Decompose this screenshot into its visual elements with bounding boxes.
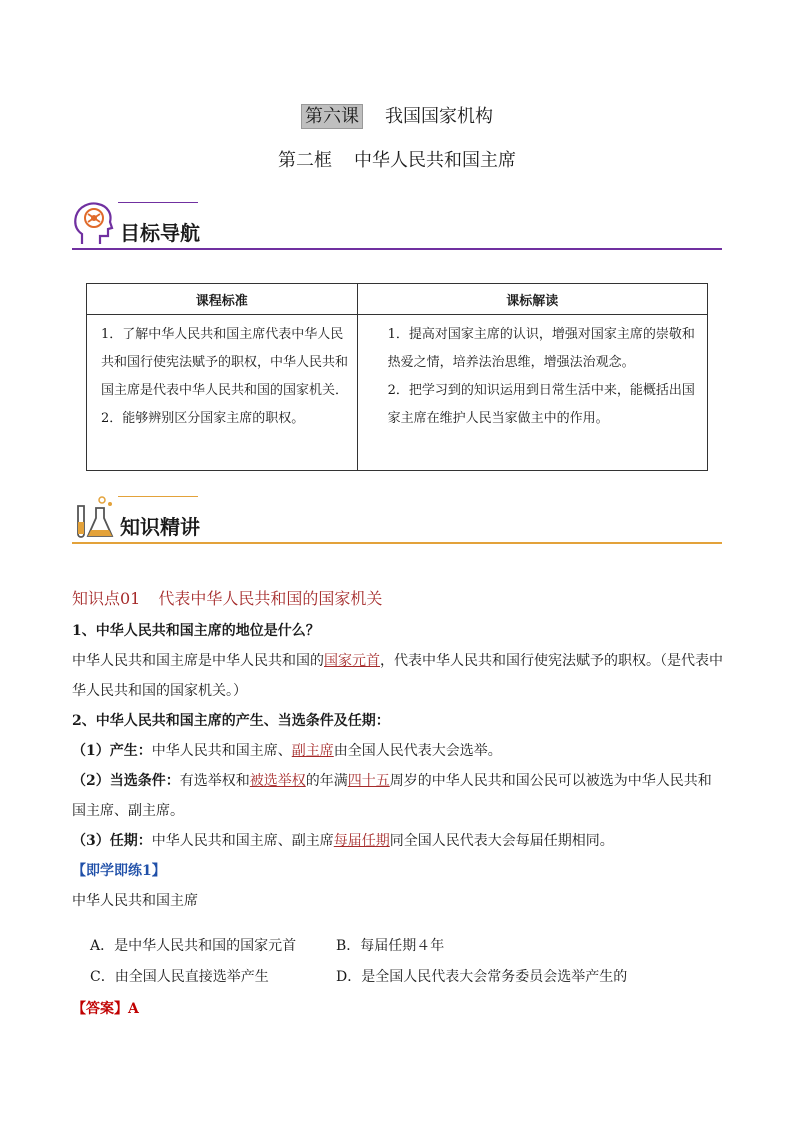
option-c: C．由全国人民直接选举产生 xyxy=(90,969,269,985)
point-text: 由全国人民代表大会选举。 xyxy=(333,743,502,759)
key-term: 每届任期 xyxy=(333,833,390,849)
options-row-1 xyxy=(90,935,710,955)
option-a: A．是中华人民共和国的国家元首 xyxy=(90,938,297,954)
exercise-label: 【即学即练1】 xyxy=(72,863,166,879)
table-header-interpretation: 课标解读 xyxy=(357,284,707,315)
point-production xyxy=(72,736,724,766)
knowledge-body xyxy=(72,616,724,916)
lesson-title xyxy=(0,102,794,128)
point-term xyxy=(72,826,724,856)
frame-title xyxy=(0,146,794,172)
lesson-name: 我国国家机构 xyxy=(385,106,493,127)
point-text: 的年满 xyxy=(305,773,348,789)
answer-text: ，代表中华人民共和国行使宪法赋予的职权。（是代表中华人民共和国的国家机关。） xyxy=(72,653,723,699)
curriculum-table xyxy=(86,283,708,471)
section-accent-line xyxy=(118,496,198,497)
point-label: （2）当选条件： xyxy=(72,773,180,789)
key-term: 国家元首 xyxy=(324,653,380,669)
answer-text: 中华人民共和国主席是中华人民共和国的 xyxy=(72,653,324,669)
frame-number: 第二框 xyxy=(278,150,332,171)
lesson-number: 第六课 xyxy=(301,104,363,129)
interpretation-cell xyxy=(357,315,707,471)
question-1: 1、中华人民共和国主席的地位是什么？ xyxy=(72,623,320,639)
option-b: B．每届任期４年 xyxy=(336,938,445,954)
point-text: 中华人民共和国主席、 xyxy=(151,743,292,759)
knowledge-point-name: 代表中华人民共和国的国家机关 xyxy=(158,589,383,608)
point-text: 周岁的中华人民共和国公民可以被选为中华人民共和国主席、副主席。 xyxy=(72,773,712,819)
head-brain-icon xyxy=(72,200,116,248)
options-row-2 xyxy=(90,966,710,986)
section-accent-line xyxy=(118,202,198,203)
knowledge-point-title xyxy=(72,586,382,609)
point-conditions xyxy=(72,766,724,826)
section-header-goals xyxy=(72,200,722,250)
standard-item: 1．了解中华人民共和国主席代表中华人民共和国行使宪法赋予的职权，中华人民共和国主席是代表中华人民共和国的国家机关． xyxy=(101,327,349,398)
section-label: 知识精讲 xyxy=(120,515,200,539)
answer-value: A xyxy=(128,1001,139,1017)
point-text: 中华人民共和国主席、副主席 xyxy=(151,833,334,849)
standard-item: 2．能够辨别区分国家主席的职权。 xyxy=(101,411,305,426)
flask-icon xyxy=(72,494,116,542)
frame-name: 中华人民共和国主席 xyxy=(354,150,516,171)
standard-cell xyxy=(87,315,358,471)
key-term: 被选举权 xyxy=(249,773,306,789)
section-header-knowledge xyxy=(72,494,722,544)
section-rule xyxy=(72,248,722,250)
section-label: 目标导航 xyxy=(120,221,200,245)
point-text: 有选举权和 xyxy=(179,773,250,789)
interpretation-item: 1．提高对国家主席的认识，增强对国家主席的崇敬和热爱之情，培养法治思维，增强法治观念。 xyxy=(387,327,695,370)
point-label: （3）任期： xyxy=(72,833,152,849)
table-header-standard: 课程标准 xyxy=(87,284,358,315)
interpretation-item: 2．把学习到的知识运用到日常生活中来，能概括出国家主席在维护人民当家做主中的作用。 xyxy=(387,383,695,426)
exercise-stem: 中华人民共和国主席 xyxy=(72,893,198,909)
answer-line xyxy=(72,998,139,1018)
point-text: 同全国人民代表大会每届任期相同。 xyxy=(389,833,614,849)
question-2: 2、中华人民共和国主席的产生、当选条件及任期： xyxy=(72,713,390,729)
answer-label: 【答案】 xyxy=(72,1001,128,1017)
point-label: （1）产生： xyxy=(72,743,152,759)
knowledge-point-number: 知识点01 xyxy=(72,589,141,608)
option-d: D．是全国人民代表大会常务委员会选举产生的 xyxy=(336,969,628,985)
key-term: 四十五 xyxy=(347,773,390,789)
section-rule xyxy=(72,542,722,544)
key-term: 副主席 xyxy=(291,743,334,759)
answer-1 xyxy=(72,646,724,706)
